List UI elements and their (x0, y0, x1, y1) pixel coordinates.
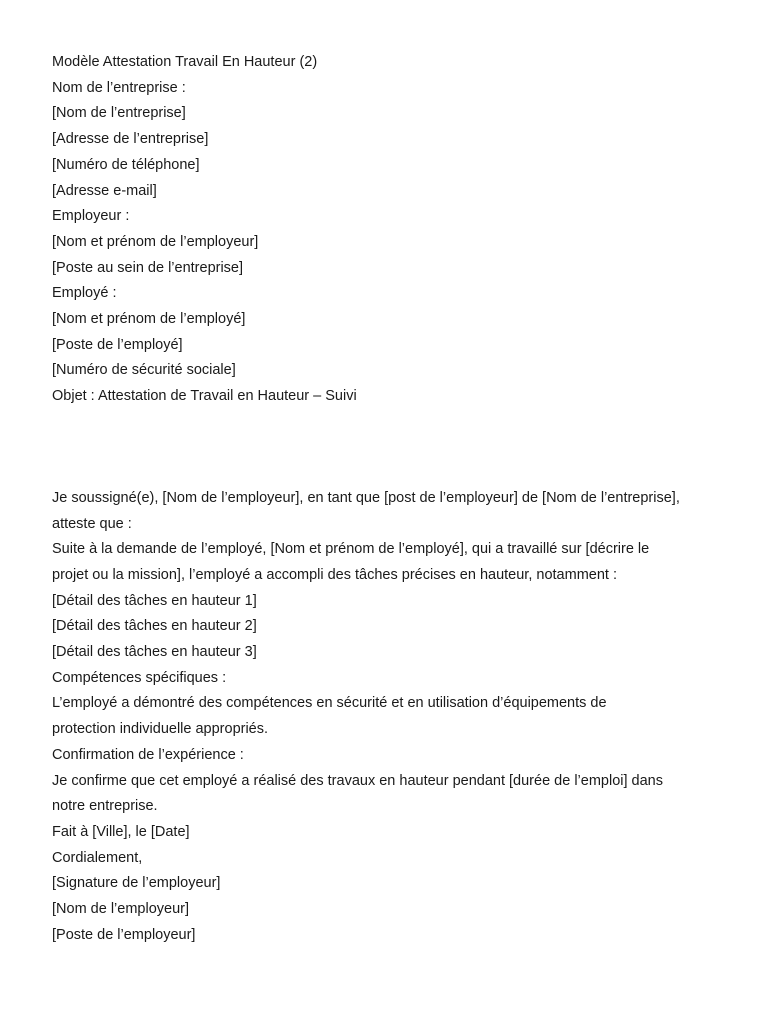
body-paragraph-line: protection individuelle appropriés. (52, 721, 269, 738)
closing-line: Cordialement, (52, 849, 143, 866)
skills-heading: Compétences spécifiques : (52, 669, 227, 686)
place-date-line: Fait à [Ville], le [Date] (52, 823, 190, 840)
body-paragraph-line: Suite à la demande de l’employé, [Nom et prénom de l’employé], qui a travaillé sur [décrire le (52, 541, 650, 558)
header-block (52, 50, 732, 410)
employee-name-placeholder: [Nom et prénom de l’employé] (52, 311, 246, 328)
body-paragraph-line: Je soussigné(e), [Nom de l’employeur], en tant que [post de l’employeur] de [Nom de l’entreprise], (52, 489, 680, 506)
experience-heading: Confirmation de l’expérience : (52, 746, 244, 763)
task-detail-2: [Détail des tâches en hauteur 2] (52, 618, 257, 635)
employer-position-placeholder: [Poste au sein de l’entreprise] (52, 259, 244, 276)
task-detail-3: [Détail des tâches en hauteur 3] (52, 644, 257, 661)
employee-label: Employé : (52, 285, 117, 302)
employer-label: Employeur : (52, 208, 130, 225)
social-security-placeholder: [Numéro de sécurité sociale] (52, 362, 236, 379)
task-detail-1: [Détail des tâches en hauteur 1] (52, 592, 257, 609)
body-paragraph-line: projet ou la mission], l’employé a accompli des tâches précises en hauteur, notamment : (52, 566, 617, 583)
document-page (52, 50, 732, 949)
body-paragraph-line: atteste que : (52, 515, 132, 532)
company-email-placeholder: [Adresse e-mail] (52, 182, 157, 199)
company-phone-placeholder: [Numéro de téléphone] (52, 156, 200, 173)
company-address-placeholder: [Adresse de l’entreprise] (52, 131, 209, 148)
signer-name-placeholder: [Nom de l’employeur] (52, 901, 189, 918)
blank-space (52, 410, 732, 486)
document-title: Modèle Attestation Travail En Hauteur (2) (52, 54, 318, 70)
signature-placeholder: [Signature de l’employeur] (52, 875, 221, 892)
employee-position-placeholder: [Poste de l’employé] (52, 336, 183, 353)
subject-line: Objet : Attestation de Travail en Hauteur – Suivi (52, 388, 357, 405)
body-paragraph-line: L’employé a démontré des compétences en sécurité et en utilisation d’équipements de (52, 695, 607, 712)
signer-position-placeholder: [Poste de l’employeur] (52, 926, 196, 943)
body-paragraph-line: Je confirme que cet employé a réalisé des travaux en hauteur pendant [durée de l’emploi] dans (52, 772, 663, 789)
body-paragraph-line: notre entreprise. (52, 798, 158, 815)
employer-name-placeholder: [Nom et prénom de l’employeur] (52, 233, 259, 250)
company-label: Nom de l’entreprise : (52, 79, 186, 96)
company-name-placeholder: [Nom de l’entreprise] (52, 105, 186, 122)
body-block (52, 486, 732, 949)
